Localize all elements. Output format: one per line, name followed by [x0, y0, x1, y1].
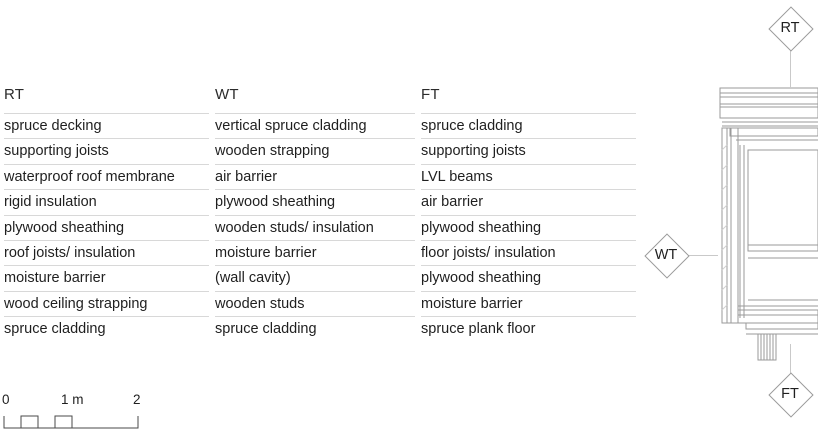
legend-column-rt-title: RT [4, 86, 25, 103]
legend-column-wt-title: WT [215, 86, 239, 103]
list-item: wood ceiling strapping [4, 291, 209, 316]
legend-column-wt-list [215, 113, 415, 342]
list-item: spruce plank floor [421, 316, 636, 341]
list-item: plywood sheathing [4, 215, 209, 240]
list-item: air barrier [215, 164, 415, 189]
marker-ft [768, 372, 812, 416]
list-item: spruce cladding [4, 316, 209, 341]
marker-rt-label: RT [780, 20, 800, 36]
leader-line-ft [790, 344, 791, 374]
legend-column-ft-list [421, 113, 636, 342]
scale-label-0: 0 [2, 392, 10, 407]
legend-column-ft [421, 86, 636, 342]
marker-wt [644, 233, 688, 277]
list-item: moisture barrier [215, 240, 415, 265]
list-item: roof joists/ insulation [4, 240, 209, 265]
list-item: plywood sheathing [421, 265, 636, 290]
list-item: wooden studs/ insulation [215, 215, 415, 240]
list-item: wooden strapping [215, 138, 415, 163]
list-item: air barrier [421, 189, 636, 214]
list-item: floor joists/ insulation [421, 240, 636, 265]
list-item: supporting joists [4, 138, 209, 163]
list-item: plywood sheathing [215, 189, 415, 214]
list-item: supporting joists [421, 138, 636, 163]
legend-column-rt [4, 86, 209, 342]
list-item: (wall cavity) [215, 265, 415, 290]
legend-column-ft-title: FT [421, 86, 440, 103]
legend-column-wt [215, 86, 415, 342]
scale-label-2: 2 [133, 392, 141, 407]
list-item: LVL beams [421, 164, 636, 189]
list-item: wooden studs [215, 291, 415, 316]
scale-bar [2, 392, 152, 440]
leader-line-wt [688, 255, 718, 256]
scale-bar-labels [2, 392, 152, 410]
marker-rt [768, 6, 812, 50]
scale-bar-graphic [2, 414, 140, 434]
list-item: spruce decking [4, 113, 209, 138]
legend-column-rt-list [4, 113, 209, 342]
list-item: moisture barrier [4, 265, 209, 290]
list-item: moisture barrier [421, 291, 636, 316]
list-item: waterproof roof membrane [4, 164, 209, 189]
list-item: rigid insulation [4, 189, 209, 214]
leader-line-rt [790, 48, 791, 88]
list-item: plywood sheathing [421, 215, 636, 240]
list-item: vertical spruce cladding [215, 113, 415, 138]
scale-label-1m: 1 m [61, 392, 84, 407]
list-item: spruce cladding [215, 316, 415, 341]
marker-ft-label: FT [781, 386, 799, 402]
list-item: spruce cladding [421, 113, 636, 138]
marker-wt-label: WT [654, 247, 678, 263]
